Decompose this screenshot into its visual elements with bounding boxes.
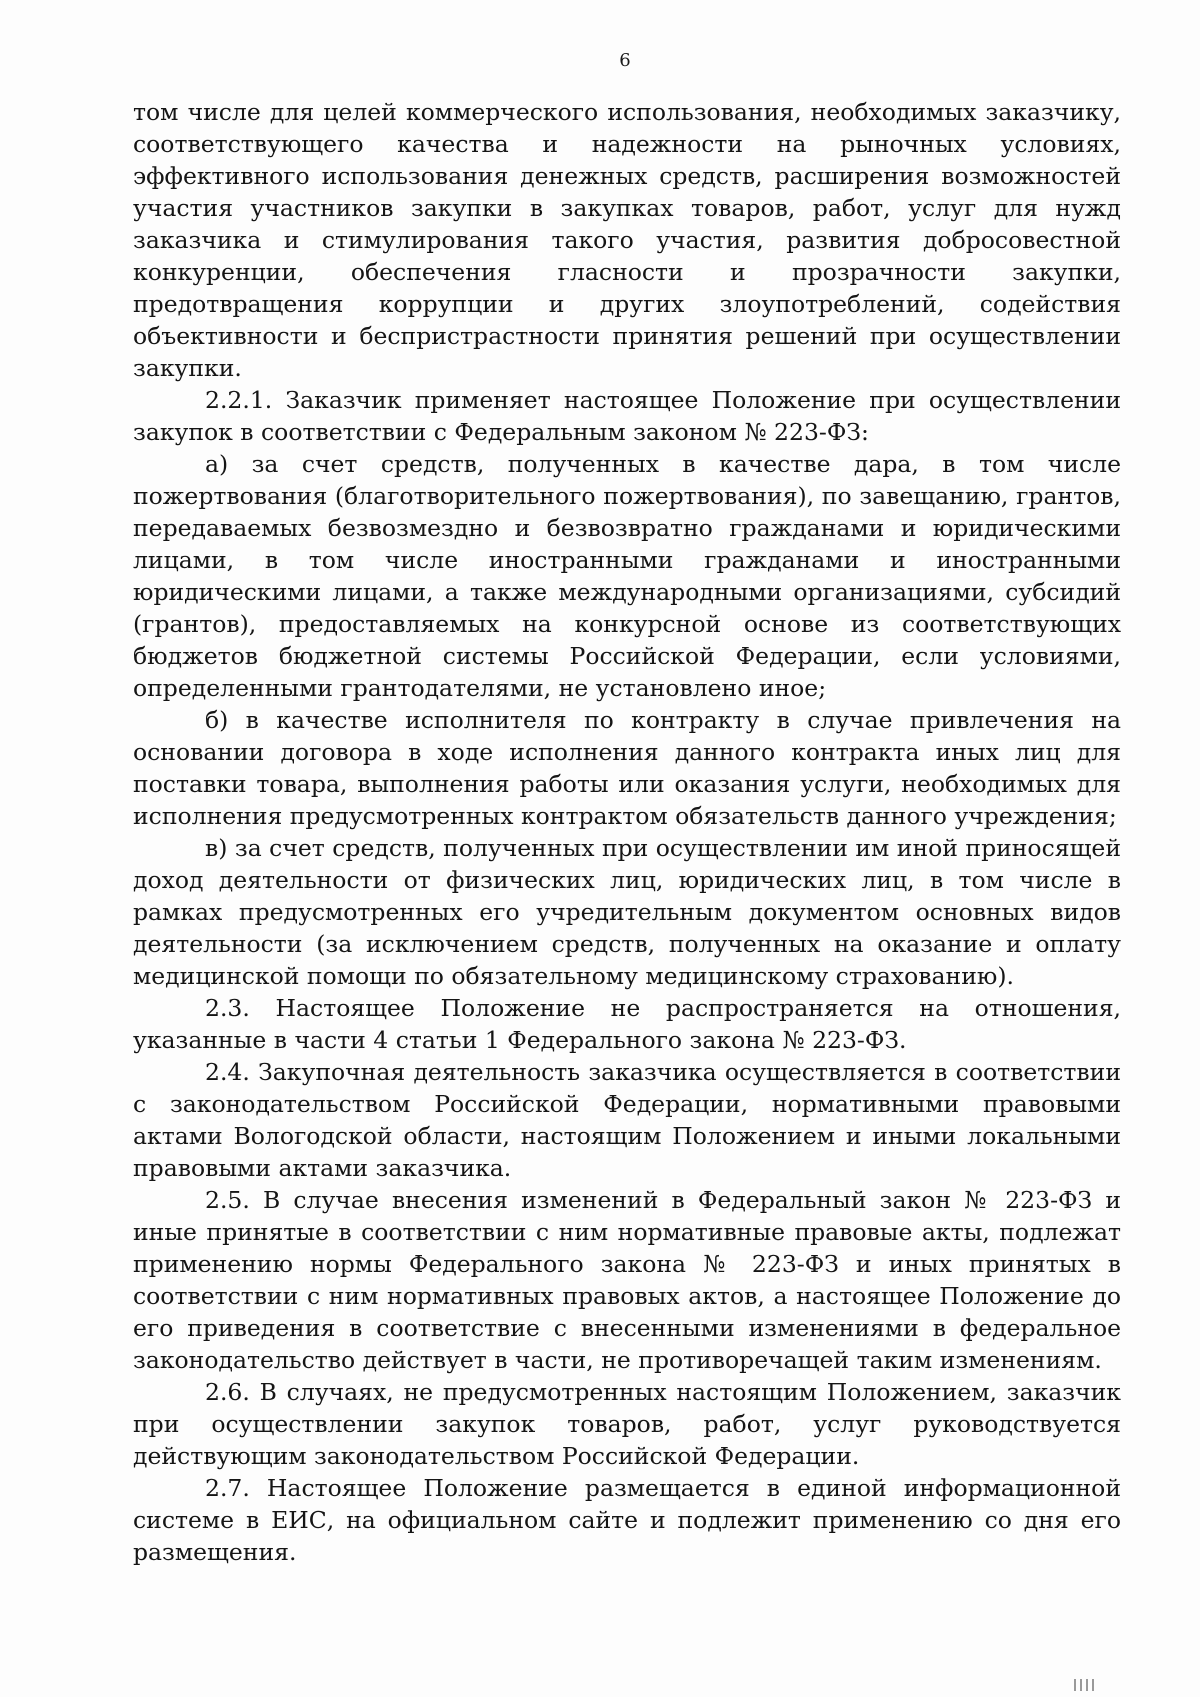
paragraph-2-3: 2.3. Настоящее Положение не распространяется на отношения, указанные в части 4 статьи 1 Федерального закона № 223-ФЗ.: [133, 994, 1121, 1054]
paragraph-2-6: 2.6. В случаях, не предусмотренных настоящим Положением, заказчик при осуществлении закупок товаров, работ, услуг руководствуется действующим законодательством Российской Федерации.: [133, 1378, 1121, 1470]
paragraph-2-2-1: 2.2.1. Заказчик применяет настоящее Положение при осуществлении закупок в соответствии с Федеральным законом № 223-ФЗ:: [133, 386, 1121, 446]
paragraph-item-b: б) в качестве исполнителя по контракту в случае привлечения на основании договора в ходе исполнения данного контракта иных лиц для поставки товара, выполнения работы или оказания услуги, необходимых для исполнения предусмотренных контрактом обязательств данного учреждения;: [133, 706, 1121, 830]
paragraph-item-v: в) за счет средств, полученных при осуществлении им иной приносящей доход деятельности от физических лиц, юридических лиц, в том числе в рамках предусмотренных его учредительным документом основных видов деятельности (за исключением средств, полученных на оказание и оплату медицинской помощи по обязательному медицинскому страхованию).: [133, 834, 1121, 990]
page-number: 6: [619, 50, 631, 71]
scan-mark-icon: [1074, 1677, 1110, 1691]
paragraph-continuation: том числе для целей коммерческого использования, необходимых заказчику, соответствующего качества и надежности на рыночных условиях, эффективного использования денежных средств, расширения возможностей участия участников закупки в закупках товаров, работ, услуг для нужд заказчика и стимулирования такого участия, развития добросовестной конкуренции, обеспечения гласности и прозрачности закупки, предотвращения коррупции и других злоупотреблений, содействия объективности и беспристрастности принятия решений при осуществлении закупки.: [133, 98, 1121, 382]
paragraph-2-5: 2.5. В случае внесения изменений в Федеральный закон № 223-ФЗ и иные принятые в соответствии с ним нормативные правовые акты, подлежат применению нормы Федерального закона № 223-ФЗ и иных принятых в соответствии с ним нормативных правовых актов, а настоящее Положение до его приведения в соответствие с внесенными изменениями в федеральное законодательство действует в части, не противоречащей таким изменениям.: [133, 1186, 1121, 1374]
document-body: [133, 96, 1121, 1568]
paragraph-item-a: а) за счет средств, полученных в качестве дара, в том числе пожертвования (благотворительного пожертвования), по завещанию, грантов, передаваемых безвозмездно и безвозвратно гражданами и юридическими лицами, в том числе иностранными гражданами и иностранными юридическими лицами, а также международными организациями, субсидий (грантов), предоставляемых на конкурсной основе из соответствующих бюджетов бюджетной системы Российской Федерации, если условиями, определенными грантодателями, не установлено иное;: [133, 450, 1121, 702]
paragraph-2-7: 2.7. Настоящее Положение размещается в единой информационной системе в ЕИС, на официальном сайте и подлежит применению со дня его размещения.: [133, 1474, 1121, 1566]
paragraph-2-4: 2.4. Закупочная деятельность заказчика осуществляется в соответствии с законодательством Российской Федерации, нормативными правовыми актами Вологодской области, настоящим Положением и иными локальными правовыми актами заказчика.: [133, 1058, 1121, 1182]
